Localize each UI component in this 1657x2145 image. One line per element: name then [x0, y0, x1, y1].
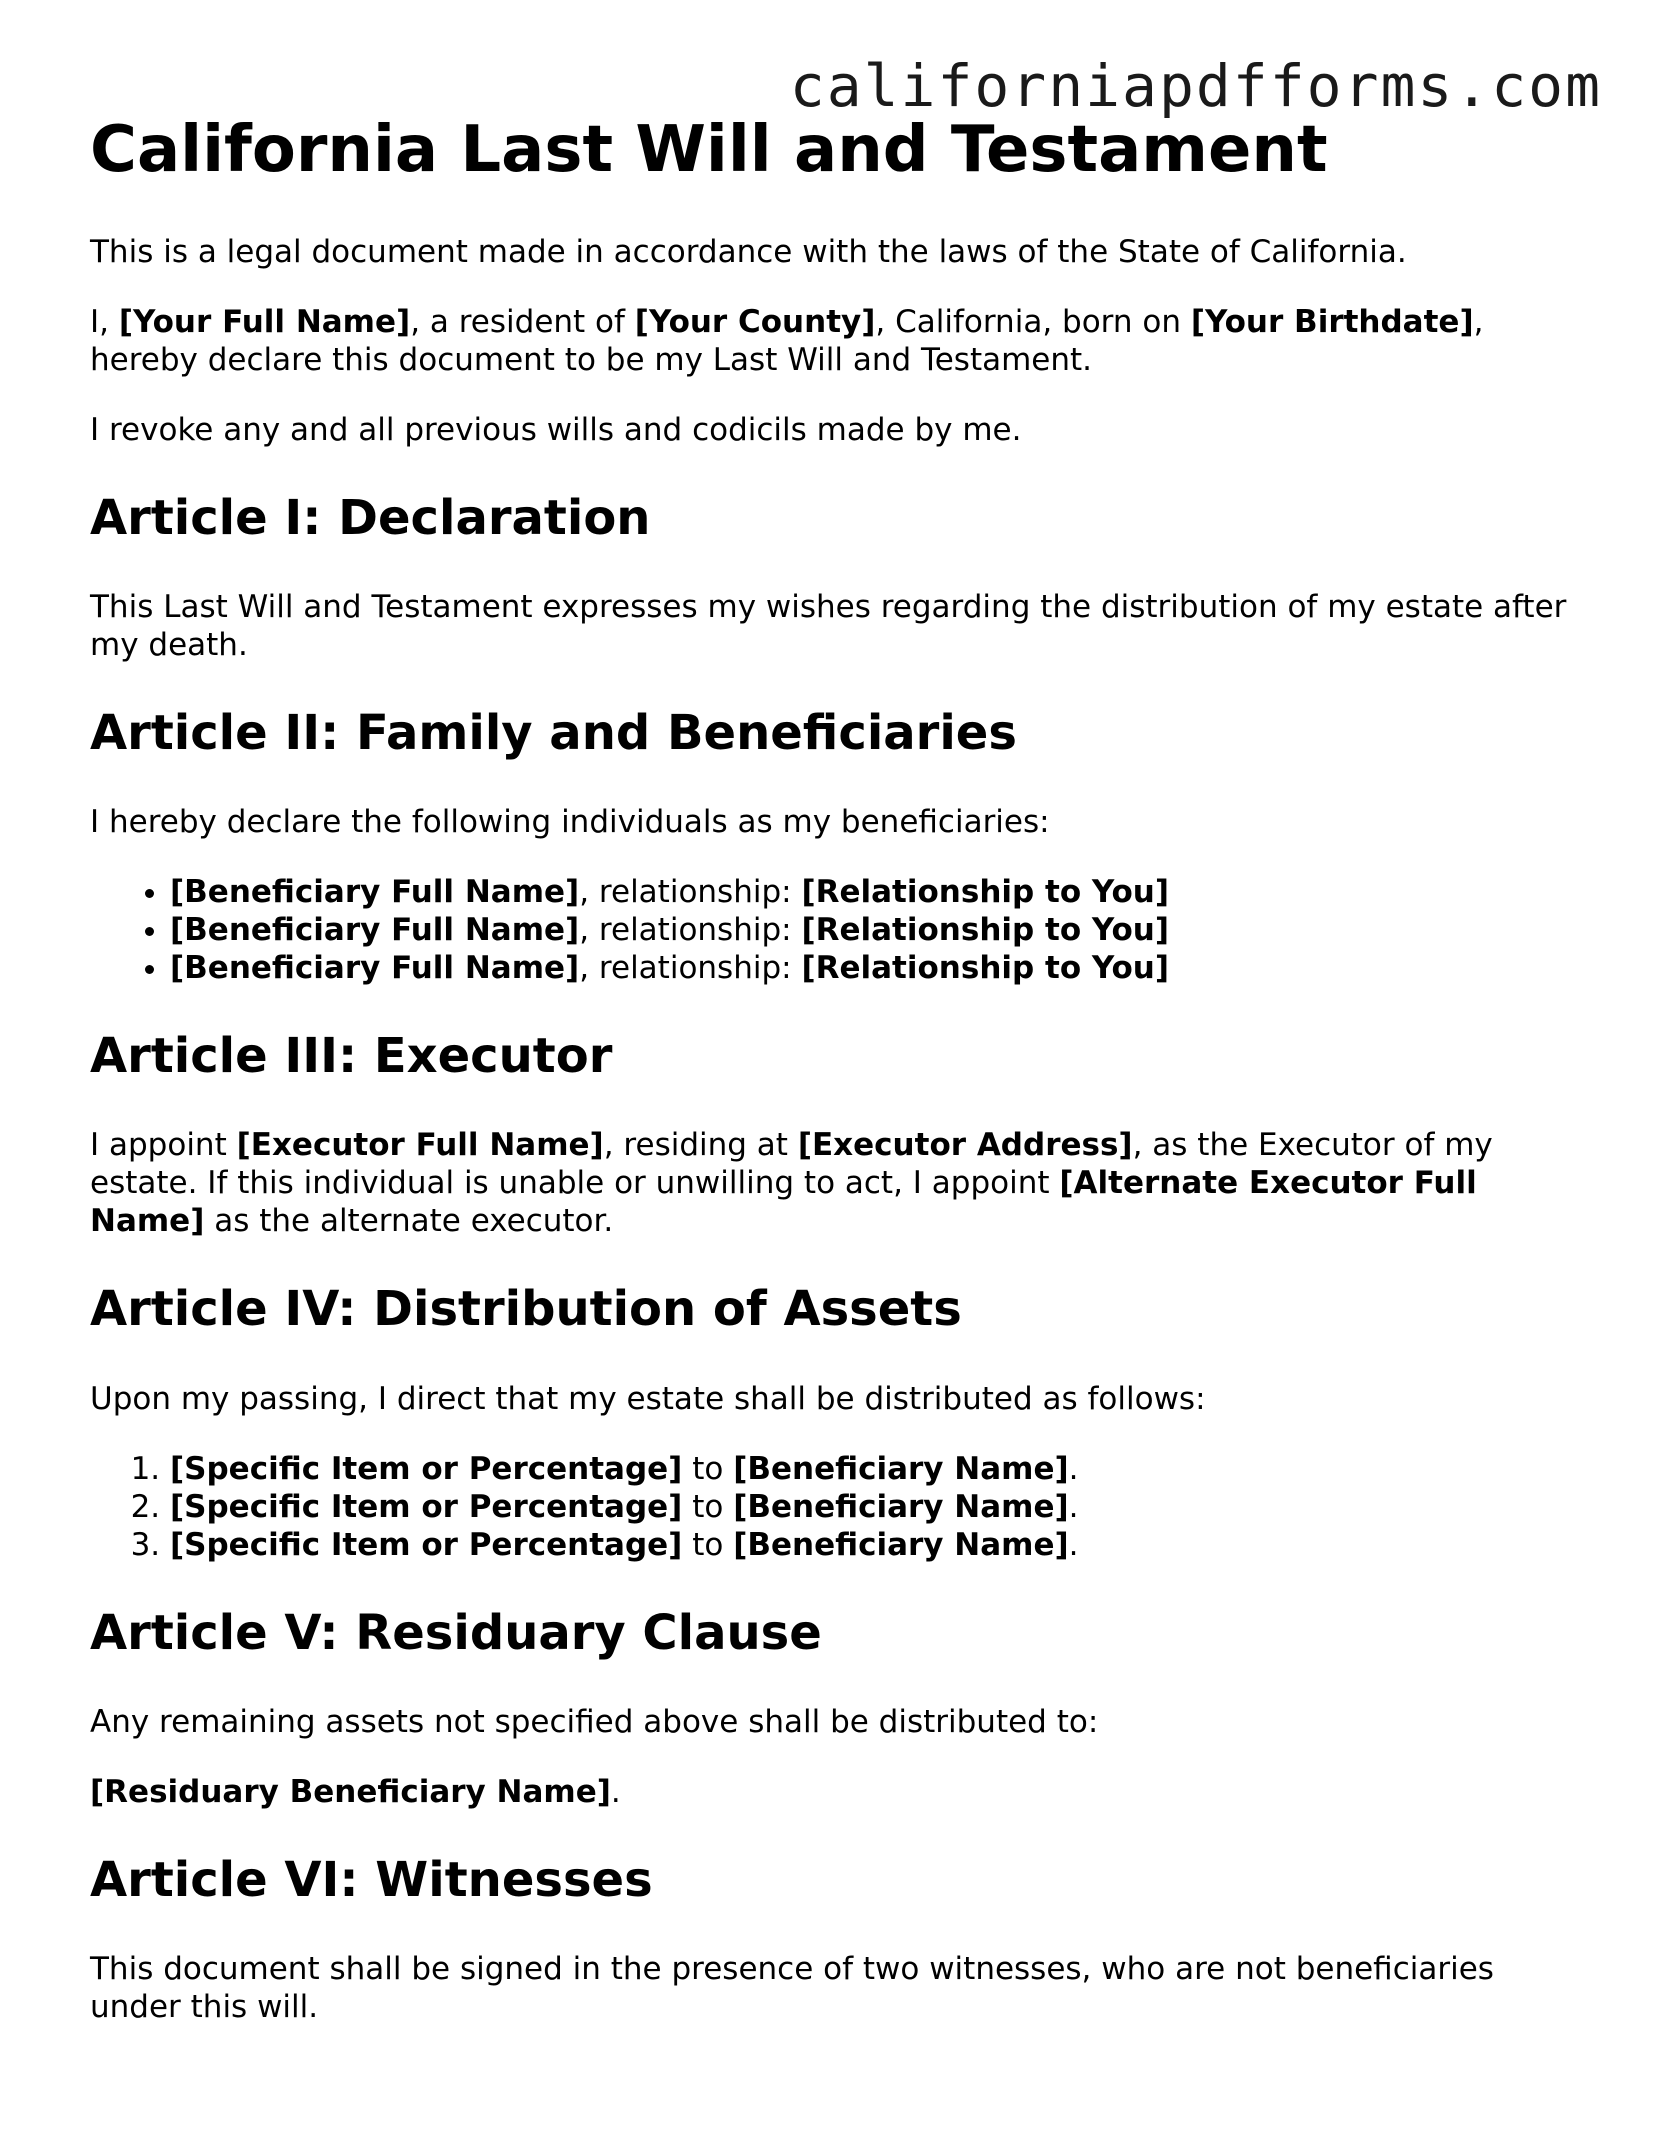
text-span: to — [682, 1526, 734, 1563]
list-item — [170, 949, 1570, 987]
relationship-placeholder: [Relationship to You] — [801, 950, 1170, 987]
text-span: , relationship: — [579, 874, 802, 911]
list-item — [170, 911, 1570, 949]
intro-paragraph-3: I revoke any and all previous wills and codicils made by me. — [90, 411, 1022, 448]
item-placeholder: [Specific Item or Percentage] — [170, 1450, 683, 1487]
text-span: , relationship: — [579, 912, 802, 949]
document-page — [90, 112, 1570, 2058]
birthdate-placeholder: [Your Birthdate] — [1190, 303, 1474, 340]
text-span: to — [682, 1488, 734, 1525]
beneficiary-name-placeholder: [Beneficiary Full Name] — [170, 950, 580, 987]
watermark: californiapdfforms.com — [789, 52, 1602, 120]
distribution-list — [90, 1450, 1570, 1564]
text-span: I appoint — [90, 1127, 237, 1164]
residuary-beneficiary-placeholder: [Residuary Beneficiary Name] — [90, 1773, 611, 1810]
text-span: as the alternate executor. — [204, 1203, 614, 1240]
article-6-text: This document shall be signed in the presence of two witnesses, who are not beneficiaries under this will. — [90, 1950, 1494, 2025]
full-name-placeholder: [Your Full Name] — [118, 303, 411, 340]
beneficiary-name-placeholder: [Beneficiary Name] — [733, 1488, 1069, 1525]
beneficiary-name-placeholder: [Beneficiary Name] — [733, 1450, 1069, 1487]
relationship-placeholder: [Relationship to You] — [801, 912, 1170, 949]
text-span: I, — [90, 303, 119, 340]
executor-name-placeholder: [Executor Full Name] — [236, 1127, 604, 1164]
item-placeholder: [Specific Item or Percentage] — [170, 1526, 683, 1563]
item-placeholder: [Specific Item or Percentage] — [170, 1488, 683, 1525]
text-span: , California, born on — [875, 303, 1191, 340]
residuary-beneficiary-line — [90, 1773, 1570, 1811]
article-4-heading: Article IV: Distribution of Assets — [90, 1281, 962, 1338]
beneficiary-name-placeholder: [Beneficiary Full Name] — [170, 874, 580, 911]
intro-paragraph-2 — [90, 303, 1570, 379]
article-5-text: Any remaining assets not specified above shall be distributed to: — [90, 1703, 1099, 1740]
text-span: , relationship: — [579, 950, 802, 987]
text-span: . — [610, 1773, 621, 1810]
beneficiary-name-placeholder: [Beneficiary Full Name] — [170, 912, 580, 949]
text-span: . — [1068, 1488, 1079, 1525]
article-1-text: This Last Will and Testament expresses my wishes regarding the distribution of my estate after my death. — [90, 588, 1567, 663]
relationship-placeholder: [Relationship to You] — [801, 874, 1170, 911]
beneficiary-name-placeholder: [Beneficiary Name] — [733, 1526, 1069, 1563]
article-3-heading: Article III: Executor — [90, 1028, 613, 1085]
intro-paragraph-1: This is a legal document made in accordance with the laws of the State of California. — [90, 233, 1407, 270]
text-span: , residing at — [603, 1127, 798, 1164]
text-span: . — [1068, 1526, 1079, 1563]
text-span: to — [682, 1450, 734, 1487]
text-span: , hereby declare this document to be my Last Will and Testament. — [90, 303, 1484, 378]
text-span: , as the Executor of my estate. If this individual is unable or unwilling to act, I appoint — [90, 1127, 1493, 1202]
article-6-heading: Article VI: Witnesses — [90, 1851, 653, 1908]
article-5-heading: Article V: Residuary Clause — [90, 1604, 822, 1661]
article-2-heading: Article II: Family and Beneficiaries — [90, 704, 1017, 761]
executor-address-placeholder: [Executor Address] — [797, 1127, 1133, 1164]
article-1-heading: Article I: Declaration — [90, 489, 651, 546]
article-4-text: Upon my passing, I direct that my estate shall be distributed as follows: — [90, 1380, 1206, 1417]
list-item — [170, 1450, 1570, 1488]
list-item — [170, 873, 1570, 911]
article-3-text — [90, 1126, 1570, 1240]
text-span: , a resident of — [410, 303, 635, 340]
county-placeholder: [Your County] — [634, 303, 876, 340]
alternate-executor-placeholder: [Alternate Executor Full Name] — [90, 1165, 1477, 1240]
article-2-text: I hereby declare the following individuals as my beneficiaries: — [90, 804, 1050, 841]
list-item — [170, 1488, 1570, 1526]
list-item — [170, 1526, 1570, 1564]
document-title: California Last Will and Testament — [90, 113, 1328, 187]
beneficiary-list — [90, 873, 1570, 987]
text-span: . — [1068, 1450, 1079, 1487]
